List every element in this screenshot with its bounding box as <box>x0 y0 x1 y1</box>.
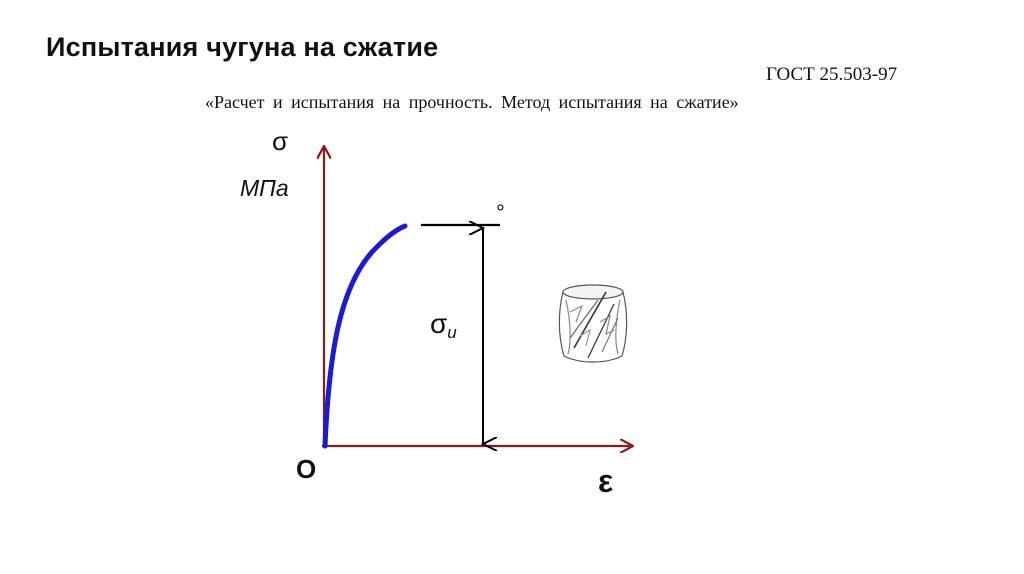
y-axis-unit: МПа <box>240 175 289 201</box>
page-title: Испытания чугуна на сжатие <box>46 32 439 62</box>
standard-name: «Расчет и испытания на прочность. Метод испытания на сжатие» <box>205 92 739 112</box>
stress-strain-curve <box>325 226 405 446</box>
gost-reference: ГОСТ 25.503-97 <box>766 64 898 85</box>
y-axis-symbol: σ <box>272 126 289 156</box>
break-marker: ° <box>496 200 505 225</box>
strength-symbol: σ <box>430 308 448 339</box>
origin-label: O <box>296 454 317 484</box>
fractured-specimen-image <box>559 285 626 362</box>
x-axis-symbol: ε <box>598 463 614 499</box>
strength-subscript: u <box>447 323 457 342</box>
strength-label <box>430 308 457 342</box>
